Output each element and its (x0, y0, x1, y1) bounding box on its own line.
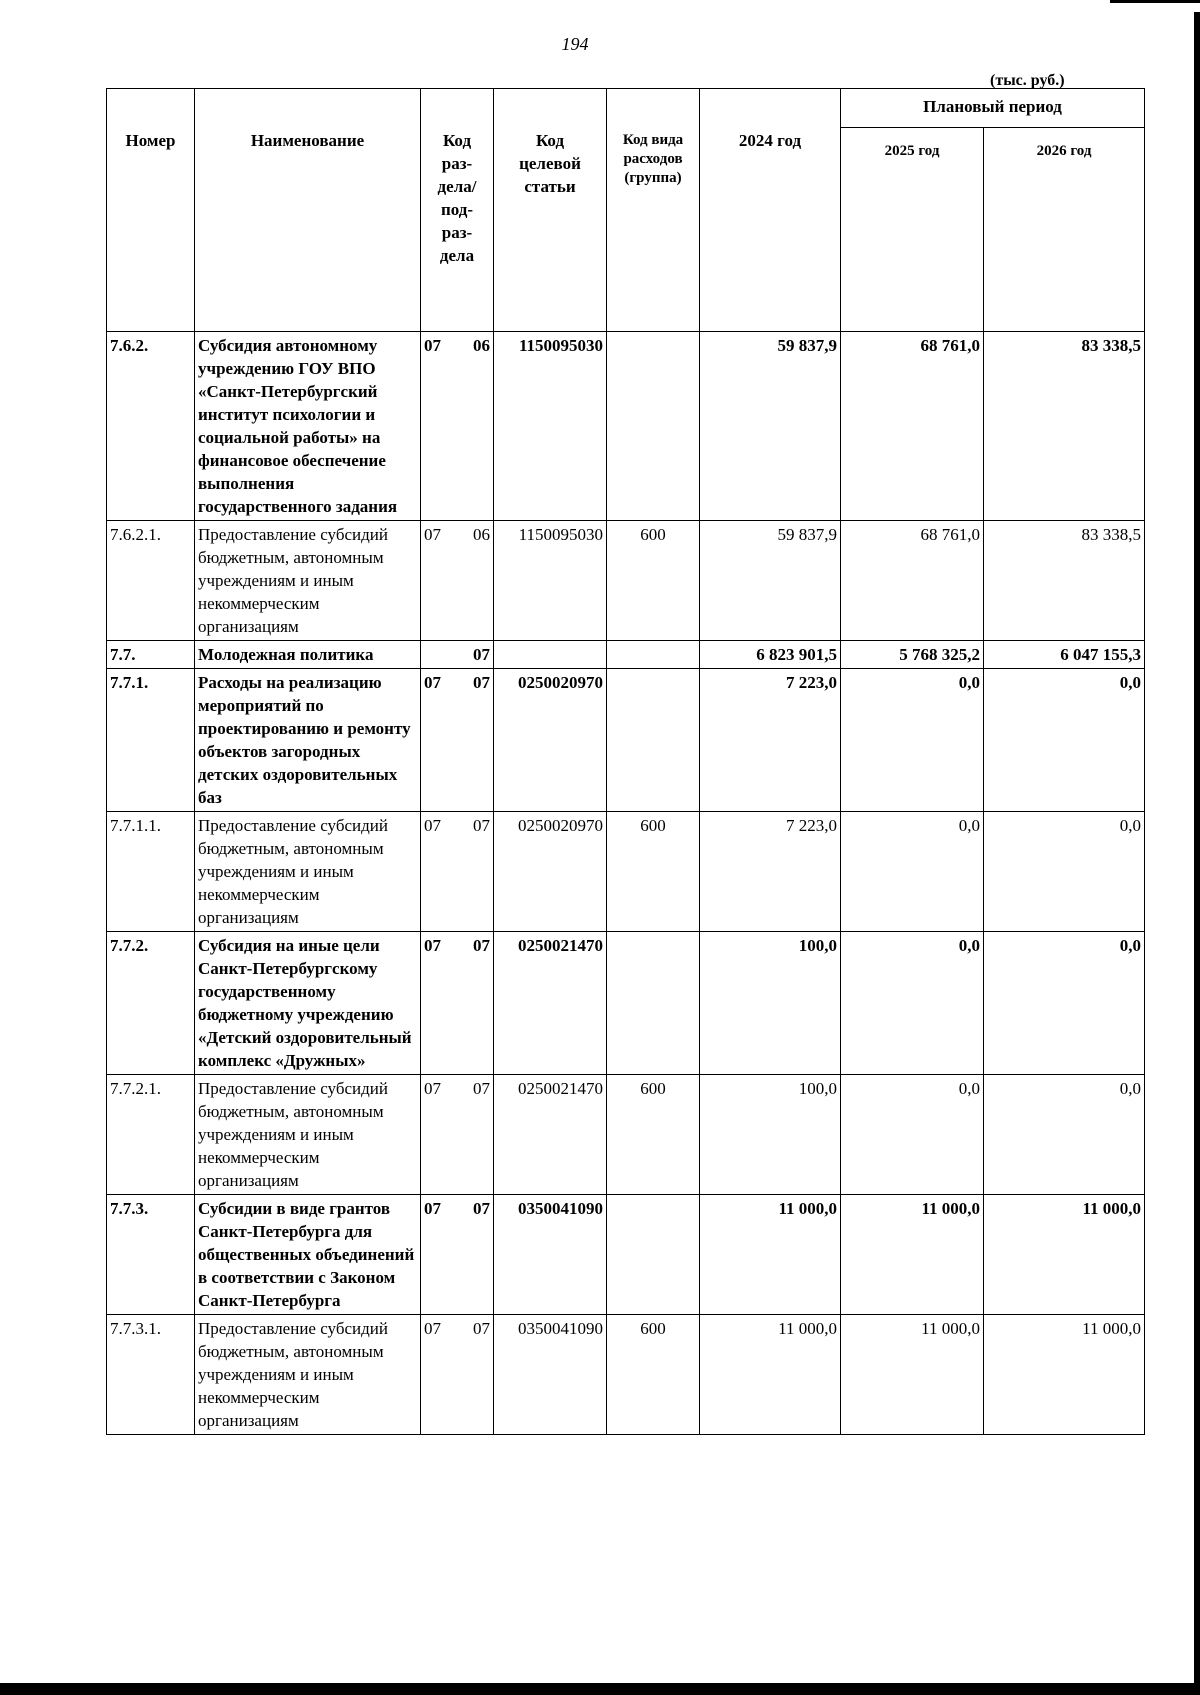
row-target-code: 0250021470 (494, 1075, 607, 1195)
row-number: 7.7. (107, 641, 195, 669)
row-section-code (421, 641, 494, 669)
row-amount-2025: 11 000,0 (841, 1195, 984, 1315)
row-amount-2025: 0,0 (841, 1075, 984, 1195)
row-number: 7.6.2.1. (107, 521, 195, 641)
row-amount-2025: 0,0 (841, 812, 984, 932)
row-target-code: 0250020970 (494, 669, 607, 812)
podrazdel-code: 07 (473, 1319, 490, 1338)
row-amount-2024: 11 000,0 (700, 1195, 841, 1315)
row-target-code: 1150095030 (494, 521, 607, 641)
row-target-code: 0350041090 (494, 1195, 607, 1315)
podrazdel-code: 07 (473, 645, 490, 664)
row-amount-2026: 83 338,5 (984, 332, 1145, 521)
row-target-code: 0350041090 (494, 1315, 607, 1435)
row-section-code (421, 932, 494, 1075)
row-section-code (421, 521, 494, 641)
row-number: 7.6.2. (107, 332, 195, 521)
row-number: 7.7.1.1. (107, 812, 195, 932)
row-name: Предоставление субсидий бюджетным, автономным учреждениям и иным некоммерческим организациям (195, 521, 421, 641)
row-number: 7.7.3.1. (107, 1315, 195, 1435)
row-amount-2026: 83 338,5 (984, 521, 1145, 641)
row-expense-type: 600 (607, 812, 700, 932)
header-target-code: Код целевой статьи (494, 89, 607, 332)
row-amount-2024: 7 223,0 (700, 812, 841, 932)
row-section-code (421, 1075, 494, 1195)
table-row (107, 1195, 1145, 1315)
page-number: 194 (561, 34, 589, 54)
podrazdel-code: 07 (473, 1079, 490, 1098)
razdel-code: 07 (424, 336, 441, 355)
row-section-code (421, 669, 494, 812)
table-row (107, 332, 1145, 521)
razdel-code: 07 (424, 1199, 441, 1218)
header-planned-period: Плановый период (841, 89, 1145, 128)
row-amount-2026: 11 000,0 (984, 1195, 1145, 1315)
row-expense-type (607, 932, 700, 1075)
row-amount-2025: 68 761,0 (841, 332, 984, 521)
row-amount-2025: 0,0 (841, 932, 984, 1075)
row-amount-2025: 11 000,0 (841, 1315, 984, 1435)
podrazdel-code: 06 (473, 525, 490, 544)
row-target-code: 1150095030 (494, 332, 607, 521)
row-amount-2024: 11 000,0 (700, 1315, 841, 1435)
razdel-code: 07 (424, 525, 441, 544)
header-section-code: Код раз- дела/ под- раз- дела (421, 89, 494, 332)
budget-table (106, 88, 1145, 1435)
row-number: 7.7.2. (107, 932, 195, 1075)
razdel-code: 07 (424, 673, 441, 692)
row-expense-type (607, 332, 700, 521)
razdel-code: 07 (424, 1319, 441, 1338)
units-label: (тыс. руб.) (990, 72, 1065, 89)
row-target-code: 0250020970 (494, 812, 607, 932)
header-name: Наименование (195, 89, 421, 332)
row-amount-2024: 100,0 (700, 1075, 841, 1195)
row-amount-2026: 6 047 155,3 (984, 641, 1145, 669)
header-number: Номер (107, 89, 195, 332)
row-name: Расходы на реализацию мероприятий по проектированию и ремонту объектов загородных детских оздоровительных баз (195, 669, 421, 812)
row-section-code (421, 812, 494, 932)
row-amount-2025: 0,0 (841, 669, 984, 812)
row-amount-2024: 59 837,9 (700, 332, 841, 521)
row-target-code (494, 641, 607, 669)
podrazdel-code: 07 (473, 816, 490, 835)
row-section-code (421, 1315, 494, 1435)
razdel-code: 07 (424, 1079, 441, 1098)
row-amount-2025: 5 768 325,2 (841, 641, 984, 669)
row-amount-2026: 0,0 (984, 812, 1145, 932)
razdel-code: 07 (424, 936, 441, 955)
table-row (107, 1315, 1145, 1435)
header-year-2025: 2025 год (841, 128, 984, 332)
row-number: 7.7.3. (107, 1195, 195, 1315)
row-name: Молодежная политика (195, 641, 421, 669)
row-amount-2024: 59 837,9 (700, 521, 841, 641)
row-amount-2024: 7 223,0 (700, 669, 841, 812)
table-body (107, 332, 1145, 1435)
row-expense-type (607, 1195, 700, 1315)
header-year-2026: 2026 год (984, 128, 1145, 332)
scan-edge-right (1194, 12, 1200, 1695)
header-year-2024: 2024 год (700, 89, 841, 332)
row-name: Предоставление субсидий бюджетным, автономным учреждениям и иным некоммерческим организациям (195, 1315, 421, 1435)
row-section-code (421, 1195, 494, 1315)
row-expense-type: 600 (607, 1075, 700, 1195)
scan-edge-top (1110, 0, 1200, 3)
row-amount-2025: 68 761,0 (841, 521, 984, 641)
row-name: Предоставление субсидий бюджетным, автономным учреждениям и иным некоммерческим организациям (195, 1075, 421, 1195)
row-amount-2026: 0,0 (984, 1075, 1145, 1195)
row-expense-type (607, 641, 700, 669)
row-number: 7.7.1. (107, 669, 195, 812)
podrazdel-code: 07 (473, 1199, 490, 1218)
row-name: Субсидия на иные цели Санкт-Петербургскому государственному бюджетному учреждению «Детский оздоровительный комплекс «Дружных» (195, 932, 421, 1075)
row-amount-2024: 6 823 901,5 (700, 641, 841, 669)
row-expense-type: 600 (607, 1315, 700, 1435)
podrazdel-code: 07 (473, 673, 490, 692)
row-section-code (421, 332, 494, 521)
row-expense-type: 600 (607, 521, 700, 641)
row-target-code: 0250021470 (494, 932, 607, 1075)
podrazdel-code: 07 (473, 936, 490, 955)
table-header (107, 89, 1145, 332)
table-row (107, 669, 1145, 812)
razdel-code: 07 (424, 816, 441, 835)
table-row (107, 521, 1145, 641)
table-row (107, 641, 1145, 669)
header-expense-type: Код вида расходов (группа) (607, 89, 700, 332)
row-expense-type (607, 669, 700, 812)
table-row (107, 812, 1145, 932)
table-row (107, 1075, 1145, 1195)
row-name: Предоставление субсидий бюджетным, автономным учреждениям и иным некоммерческим организациям (195, 812, 421, 932)
row-name: Субсидия автономному учреждению ГОУ ВПО «Санкт-Петербургский институт психологии и социальной работы» на финансовое обеспечение выполнения государственного задания (195, 332, 421, 521)
scan-edge-bottom (0, 1683, 1200, 1695)
row-name: Субсидии в виде грантов Санкт-Петербурга для общественных объединений в соответствии с Законом Санкт-Петербурга (195, 1195, 421, 1315)
row-amount-2026: 0,0 (984, 669, 1145, 812)
row-amount-2026: 11 000,0 (984, 1315, 1145, 1435)
row-amount-2024: 100,0 (700, 932, 841, 1075)
row-amount-2026: 0,0 (984, 932, 1145, 1075)
table-row (107, 932, 1145, 1075)
row-number: 7.7.2.1. (107, 1075, 195, 1195)
podrazdel-code: 06 (473, 336, 490, 355)
